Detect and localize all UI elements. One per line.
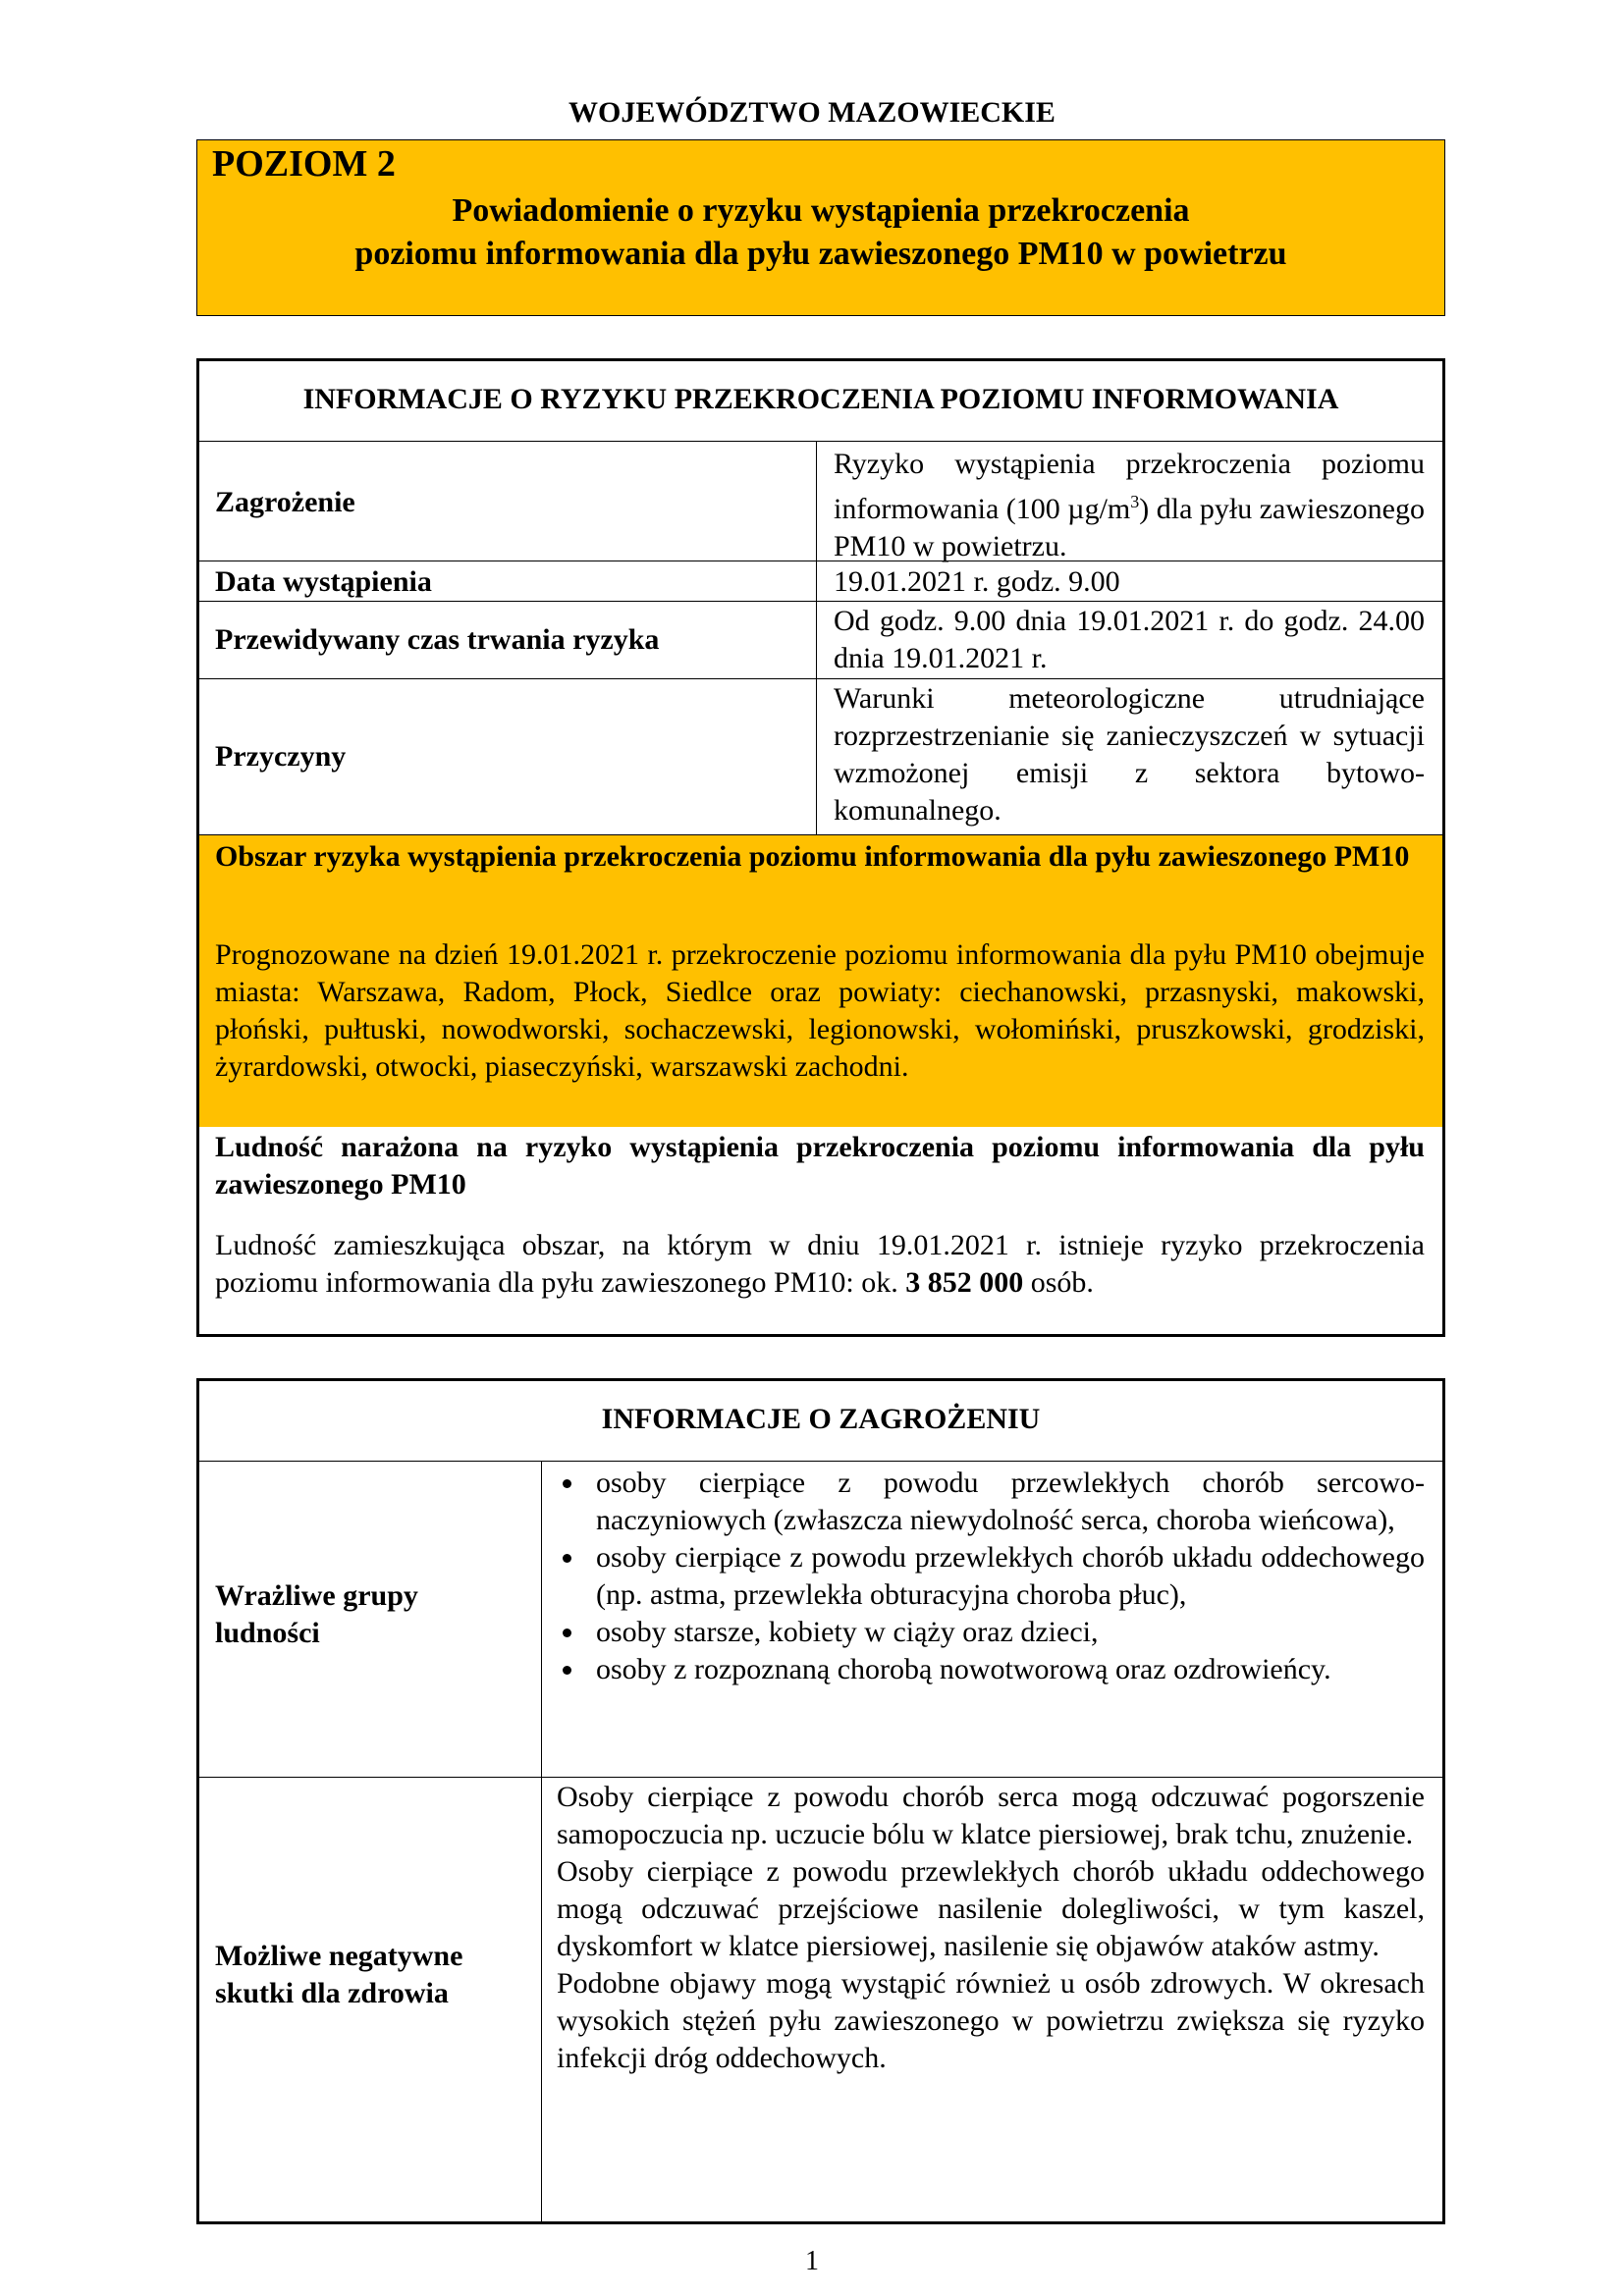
- bullet-icon: [563, 1666, 571, 1675]
- bullet-icon: [563, 1554, 571, 1563]
- column-divider: [541, 1461, 542, 2224]
- effects-paragraph: Podobne objawy mogą wystąpić również u osób zdrowych. W okresach wysokich stężeń pyłu zawieszonego w powietrzu zwiększa się ryzyko infekcji dróg oddechowych.: [557, 1967, 1425, 2074]
- row-value-date: 19.01.2021 r. godz. 9.00: [834, 565, 1120, 598]
- bullet-icon: [563, 1629, 571, 1637]
- risk-area-text: Prognozowane na dzień 19.01.2021 r. przekroczenie poziomu informowania dla pyłu PM10 obejmuje miasta: Warszawa, Radom, Płock, Siedlce oraz powiaty: ciechanowski, przasnyski, makowski, płoński, pułtuski, nowodworski, sochaczewski, legionowski, wołomiński, pruszkowski, grodziski, żyrardowski, otwocki, piaseczyński, warszawski zachodni.: [215, 938, 1425, 1083]
- level-heading: [197, 189, 1444, 276]
- risk-section-header: INFORMACJE O RYZYKU PRZEKROCZENIA POZIOMU INFORMOWANIA: [302, 383, 1339, 415]
- list-item: osoby z rozpoznaną chorobą nowotworową oraz ozdrowieńcy.: [557, 1651, 1425, 1688]
- row-label-threat: Zagrożenie: [215, 486, 355, 518]
- column-divider: [816, 441, 817, 834]
- row-label-duration: Przewidywany czas trwania ryzyka: [215, 623, 660, 656]
- list-item: osoby cierpiące z powodu przewlekłych chorób sercowo-naczyniowych (zwłaszcza niewydolność serca, choroba wieńcowa),: [557, 1465, 1425, 1539]
- divider: [199, 1777, 1442, 1778]
- threat-info-section: [196, 1378, 1445, 2224]
- row-value-causes: Warunki meteorologiczne utrudniające rozprzestrzenianie się zanieczyszczeń w sytuacji wzmożonej emisji z sektora bytowo-komunalnego.: [834, 682, 1425, 827]
- divider: [199, 1461, 1442, 1462]
- level-heading-line1: Powiadomienie o ryzyku wystąpienia przekroczenia: [452, 192, 1190, 229]
- risk-info-section: [196, 358, 1445, 1337]
- level-heading-line2: poziomu informowania dla pyłu zawieszonego PM10 w powietrzu: [354, 236, 1287, 272]
- population-title: Ludność narażona na ryzyko wystąpienia przekroczenia poziomu informowania dla pyłu zawieszonego PM10: [215, 1131, 1425, 1201]
- row-label-causes: Przyczyny: [215, 740, 347, 773]
- bullet-icon: [563, 1479, 571, 1488]
- row-value-threat: Ryzyko wystąpienia przekroczenia poziomu informowania (100 $\mu g/m^3$) dla pyłu zawieszonego PM10 w powietrzu.: [834, 448, 1425, 562]
- list-item: osoby cierpiące z powodu przewlekłych chorób układu oddechowego (np. astma, przewlekła obturacyjna choroba płuc),: [557, 1539, 1425, 1614]
- list-item: osoby starsze, kobiety w ciąży oraz dzieci,: [557, 1614, 1425, 1651]
- effects-paragraph: Osoby cierpiące z powodu przewlekłych chorób układu oddechowego mogą odczuwać przejściowe nasilenie dolegliwości, w tym kaszel, dyskomfort w klatce piersiowej, nasilenie się objawów ataków astmy.: [557, 1855, 1425, 1962]
- risk-area-title: Obszar ryzyka wystąpienia przekroczenia poziomu informowania dla pyłu zawieszonego PM10: [215, 840, 1410, 873]
- row-value-duration: Od godz. 9.00 dnia 19.01.2021 r. do godz. 24.00 dnia 19.01.2021 r.: [834, 605, 1425, 674]
- threat-section-header: INFORMACJE O ZAGROŻENIU: [601, 1403, 1041, 1435]
- population-count: 3 852 000: [905, 1266, 1024, 1299]
- sensitive-groups-label: Wrażliwe grupy ludności: [215, 1579, 418, 1649]
- level-label: POZIOM 2: [212, 143, 396, 185]
- population-text: Ludność zamieszkująca obszar, na którym w dniu 19.01.2021 r. istnieje ryzyko przekroczenia poziomu informowania dla pyłu zawieszonego PM10: ok. 3 852 000 osób.: [215, 1229, 1425, 1299]
- divider: [199, 441, 1442, 442]
- effects-paragraph: Osoby cierpiące z powodu chorób serca mogą odczuwać pogorszenie samopoczucia np. uczucie bólu w klatce piersiowej, brak tchu, znużenie.: [557, 1781, 1425, 1850]
- health-effects-label: Możliwe negatywne skutki dla zdrowia: [215, 1940, 463, 2009]
- level-box: [196, 139, 1445, 316]
- page-number: 1: [805, 2246, 819, 2276]
- region-title: WOJEWÓDZTWO MAZOWIECKIE: [568, 96, 1056, 129]
- health-effects-text: [557, 1779, 1425, 2077]
- divider: [199, 601, 1442, 602]
- sensitive-groups-list: [557, 1465, 1425, 1688]
- row-label-date: Data wystąpienia: [215, 565, 432, 598]
- divider: [199, 678, 1442, 679]
